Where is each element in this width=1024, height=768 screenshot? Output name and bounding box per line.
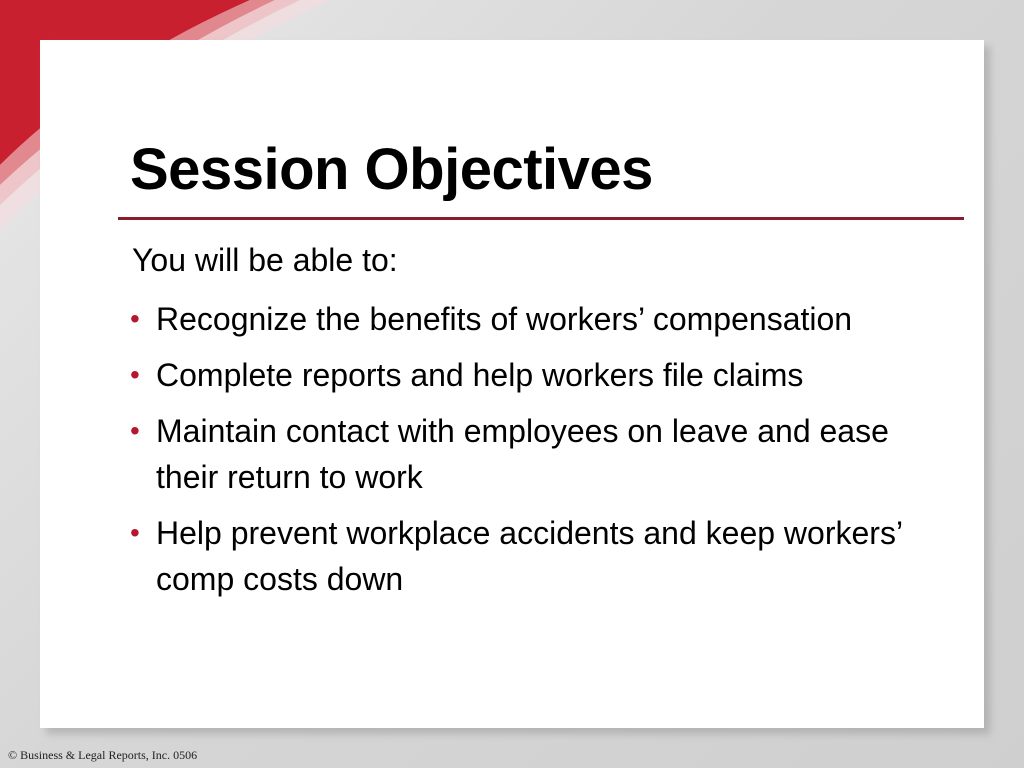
title-divider	[118, 217, 964, 220]
bullet-icon: •	[130, 359, 140, 390]
objective-text: Help prevent workplace accidents and keep workers’ comp costs down	[156, 515, 902, 597]
list-item	[130, 510, 950, 602]
intro-text: You will be able to:	[132, 242, 398, 278]
objective-text: Recognize the benefits of workers’ compensation	[156, 301, 853, 337]
bullet-icon: •	[130, 415, 140, 446]
bullet-icon: •	[130, 517, 140, 548]
objective-text: Complete reports and help workers file claims	[156, 357, 804, 393]
objectives-list	[130, 296, 950, 612]
list-item	[130, 408, 950, 500]
copyright-footer: © Business & Legal Reports, Inc. 0506	[8, 748, 198, 762]
bullet-icon: •	[130, 303, 140, 334]
list-item	[130, 352, 950, 398]
objective-text: Maintain contact with employees on leave and ease their return to work	[156, 413, 889, 495]
list-item	[130, 296, 950, 342]
slide-title: Session Objectives	[130, 137, 653, 202]
